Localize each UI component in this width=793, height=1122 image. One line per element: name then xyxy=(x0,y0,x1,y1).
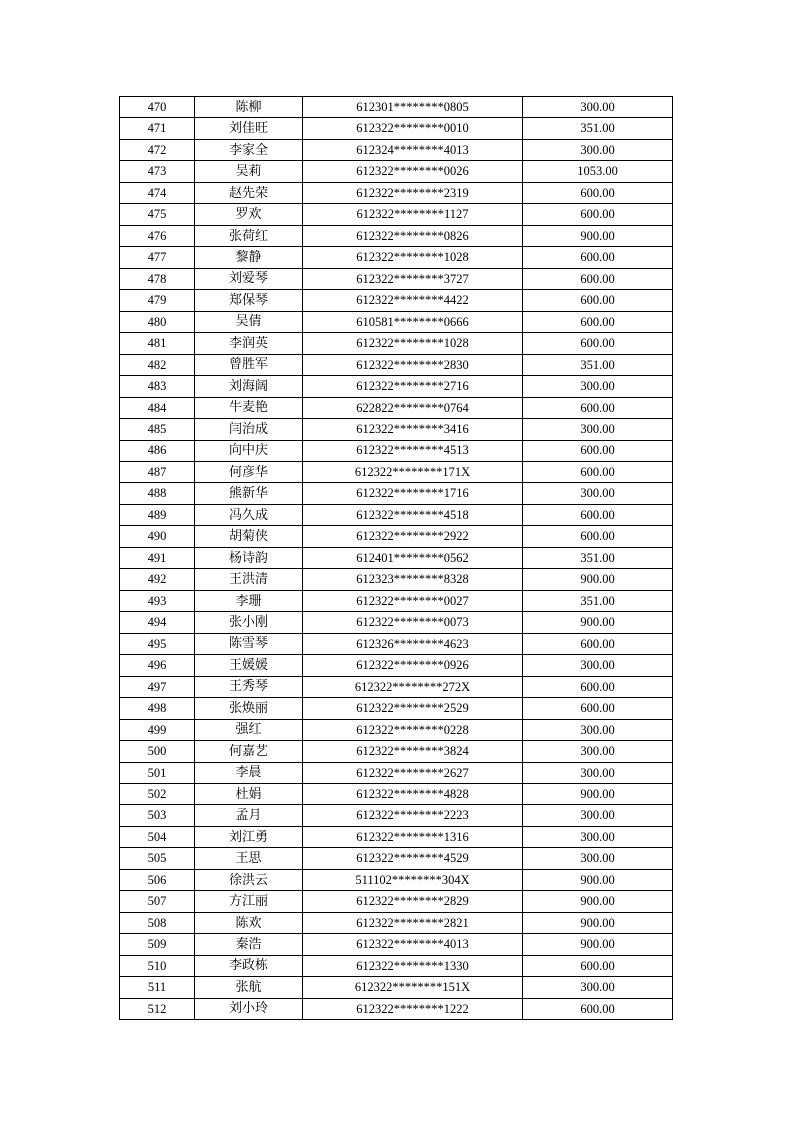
name-cell: 李珊 xyxy=(195,590,303,611)
row-number-cell: 470 xyxy=(120,97,195,118)
row-number-cell: 480 xyxy=(120,311,195,332)
row-number-cell: 486 xyxy=(120,440,195,461)
row-number-cell: 494 xyxy=(120,612,195,633)
amount-cell: 900.00 xyxy=(523,869,673,890)
row-number-cell: 496 xyxy=(120,655,195,676)
row-number-cell: 473 xyxy=(120,161,195,182)
id-number-cell: 612301********0805 xyxy=(303,97,523,118)
table-row xyxy=(120,741,673,762)
id-number-cell: 612322********151X xyxy=(303,977,523,998)
id-number-cell: 610581********0666 xyxy=(303,311,523,332)
name-cell: 陈柳 xyxy=(195,97,303,118)
id-number-cell: 612322********1222 xyxy=(303,998,523,1019)
row-number-cell: 493 xyxy=(120,590,195,611)
name-cell: 王秀琴 xyxy=(195,676,303,697)
id-number-cell: 612324********4013 xyxy=(303,139,523,160)
name-cell: 刘海阔 xyxy=(195,376,303,397)
table-row xyxy=(120,354,673,375)
amount-cell: 900.00 xyxy=(523,891,673,912)
name-cell: 杜娟 xyxy=(195,784,303,805)
table-row xyxy=(120,934,673,955)
id-number-cell: 612322********4529 xyxy=(303,848,523,869)
id-number-cell: 612322********2716 xyxy=(303,376,523,397)
name-cell: 刘江勇 xyxy=(195,826,303,847)
row-number-cell: 471 xyxy=(120,118,195,139)
row-number-cell: 503 xyxy=(120,805,195,826)
table-row xyxy=(120,139,673,160)
name-cell: 冯久成 xyxy=(195,504,303,525)
amount-cell: 300.00 xyxy=(523,848,673,869)
name-cell: 黎静 xyxy=(195,247,303,268)
name-cell: 闫治成 xyxy=(195,419,303,440)
table-row xyxy=(120,247,673,268)
row-number-cell: 504 xyxy=(120,826,195,847)
row-number-cell: 506 xyxy=(120,869,195,890)
amount-cell: 300.00 xyxy=(523,762,673,783)
name-cell: 张小刚 xyxy=(195,612,303,633)
id-number-cell: 511102********304X xyxy=(303,869,523,890)
name-cell: 刘爱琴 xyxy=(195,268,303,289)
amount-cell: 600.00 xyxy=(523,955,673,976)
amount-cell: 600.00 xyxy=(523,698,673,719)
name-cell: 吴莉 xyxy=(195,161,303,182)
amount-cell: 900.00 xyxy=(523,934,673,955)
amount-cell: 900.00 xyxy=(523,612,673,633)
row-number-cell: 501 xyxy=(120,762,195,783)
table-row xyxy=(120,719,673,740)
name-cell: 陈雪琴 xyxy=(195,633,303,654)
id-number-cell: 612322********1316 xyxy=(303,826,523,847)
id-number-cell: 612322********3416 xyxy=(303,419,523,440)
amount-cell: 600.00 xyxy=(523,633,673,654)
name-cell: 何彦华 xyxy=(195,461,303,482)
name-cell: 陈欢 xyxy=(195,912,303,933)
id-number-cell: 612322********2830 xyxy=(303,354,523,375)
row-number-cell: 489 xyxy=(120,504,195,525)
id-number-cell: 612322********3727 xyxy=(303,268,523,289)
amount-cell: 300.00 xyxy=(523,805,673,826)
row-number-cell: 500 xyxy=(120,741,195,762)
table-row xyxy=(120,612,673,633)
table-row xyxy=(120,805,673,826)
name-cell: 李晨 xyxy=(195,762,303,783)
amount-cell: 600.00 xyxy=(523,440,673,461)
name-cell: 徐洪云 xyxy=(195,869,303,890)
row-number-cell: 510 xyxy=(120,955,195,976)
table-row xyxy=(120,504,673,525)
name-cell: 李政栋 xyxy=(195,955,303,976)
id-number-cell: 612322********0027 xyxy=(303,590,523,611)
amount-cell: 351.00 xyxy=(523,590,673,611)
id-number-cell: 612322********0228 xyxy=(303,719,523,740)
table-row xyxy=(120,590,673,611)
amount-cell: 300.00 xyxy=(523,376,673,397)
row-number-cell: 484 xyxy=(120,397,195,418)
table-row xyxy=(120,655,673,676)
amount-cell: 600.00 xyxy=(523,333,673,354)
amount-cell: 300.00 xyxy=(523,483,673,504)
name-cell: 方江丽 xyxy=(195,891,303,912)
table-row xyxy=(120,333,673,354)
name-cell: 牛麦艳 xyxy=(195,397,303,418)
name-cell: 向中庆 xyxy=(195,440,303,461)
id-number-cell: 612322********4513 xyxy=(303,440,523,461)
name-cell: 李润英 xyxy=(195,333,303,354)
table-row xyxy=(120,762,673,783)
name-cell: 李家全 xyxy=(195,139,303,160)
amount-cell: 351.00 xyxy=(523,547,673,568)
table-row xyxy=(120,182,673,203)
name-cell: 罗欢 xyxy=(195,204,303,225)
amount-cell: 300.00 xyxy=(523,655,673,676)
amount-cell: 600.00 xyxy=(523,397,673,418)
name-cell: 熊新华 xyxy=(195,483,303,504)
row-number-cell: 512 xyxy=(120,998,195,1019)
row-number-cell: 482 xyxy=(120,354,195,375)
table-row xyxy=(120,547,673,568)
row-number-cell: 488 xyxy=(120,483,195,504)
amount-cell: 300.00 xyxy=(523,977,673,998)
name-cell: 曾胜军 xyxy=(195,354,303,375)
row-number-cell: 491 xyxy=(120,547,195,568)
table-row xyxy=(120,440,673,461)
id-number-cell: 612401********0562 xyxy=(303,547,523,568)
amount-cell: 600.00 xyxy=(523,204,673,225)
row-number-cell: 481 xyxy=(120,333,195,354)
amount-cell: 1053.00 xyxy=(523,161,673,182)
name-cell: 王洪清 xyxy=(195,569,303,590)
id-number-cell: 612322********0073 xyxy=(303,612,523,633)
subsidy-list-table xyxy=(119,96,673,1020)
table-row xyxy=(120,633,673,654)
table-body xyxy=(120,97,673,1020)
name-cell: 张焕丽 xyxy=(195,698,303,719)
row-number-cell: 485 xyxy=(120,419,195,440)
amount-cell: 300.00 xyxy=(523,719,673,740)
row-number-cell: 479 xyxy=(120,290,195,311)
amount-cell: 600.00 xyxy=(523,526,673,547)
row-number-cell: 505 xyxy=(120,848,195,869)
table-row xyxy=(120,826,673,847)
table-row xyxy=(120,698,673,719)
name-cell: 胡菊侠 xyxy=(195,526,303,547)
id-number-cell: 622822********0764 xyxy=(303,397,523,418)
row-number-cell: 477 xyxy=(120,247,195,268)
amount-cell: 600.00 xyxy=(523,504,673,525)
amount-cell: 600.00 xyxy=(523,998,673,1019)
row-number-cell: 509 xyxy=(120,934,195,955)
row-number-cell: 478 xyxy=(120,268,195,289)
name-cell: 何嘉艺 xyxy=(195,741,303,762)
row-number-cell: 490 xyxy=(120,526,195,547)
table-row xyxy=(120,397,673,418)
row-number-cell: 475 xyxy=(120,204,195,225)
name-cell: 强红 xyxy=(195,719,303,740)
id-number-cell: 612322********1028 xyxy=(303,247,523,268)
amount-cell: 600.00 xyxy=(523,247,673,268)
id-number-cell: 612322********3824 xyxy=(303,741,523,762)
id-number-cell: 612322********4518 xyxy=(303,504,523,525)
amount-cell: 600.00 xyxy=(523,182,673,203)
row-number-cell: 499 xyxy=(120,719,195,740)
row-number-cell: 511 xyxy=(120,977,195,998)
name-cell: 张荷红 xyxy=(195,225,303,246)
table-row xyxy=(120,784,673,805)
table-row xyxy=(120,569,673,590)
table-row xyxy=(120,676,673,697)
row-number-cell: 507 xyxy=(120,891,195,912)
table-row xyxy=(120,891,673,912)
amount-cell: 300.00 xyxy=(523,139,673,160)
id-number-cell: 612322********2627 xyxy=(303,762,523,783)
name-cell: 赵先荣 xyxy=(195,182,303,203)
table-row xyxy=(120,161,673,182)
row-number-cell: 497 xyxy=(120,676,195,697)
table-row xyxy=(120,97,673,118)
table-row xyxy=(120,268,673,289)
table-row xyxy=(120,225,673,246)
table-row xyxy=(120,419,673,440)
amount-cell: 351.00 xyxy=(523,354,673,375)
amount-cell: 351.00 xyxy=(523,118,673,139)
name-cell: 张航 xyxy=(195,977,303,998)
row-number-cell: 474 xyxy=(120,182,195,203)
table-row xyxy=(120,311,673,332)
id-number-cell: 612323********8328 xyxy=(303,569,523,590)
amount-cell: 900.00 xyxy=(523,225,673,246)
table-row xyxy=(120,204,673,225)
id-number-cell: 612322********4828 xyxy=(303,784,523,805)
id-number-cell: 612322********0926 xyxy=(303,655,523,676)
table-row xyxy=(120,526,673,547)
row-number-cell: 502 xyxy=(120,784,195,805)
row-number-cell: 508 xyxy=(120,912,195,933)
table-row xyxy=(120,848,673,869)
row-number-cell: 483 xyxy=(120,376,195,397)
name-cell: 秦浩 xyxy=(195,934,303,955)
amount-cell: 600.00 xyxy=(523,290,673,311)
amount-cell: 300.00 xyxy=(523,741,673,762)
amount-cell: 600.00 xyxy=(523,676,673,697)
id-number-cell: 612322********0826 xyxy=(303,225,523,246)
table-row xyxy=(120,912,673,933)
amount-cell: 300.00 xyxy=(523,419,673,440)
id-number-cell: 612322********0010 xyxy=(303,118,523,139)
row-number-cell: 476 xyxy=(120,225,195,246)
id-number-cell: 612322********272X xyxy=(303,676,523,697)
id-number-cell: 612322********4422 xyxy=(303,290,523,311)
row-number-cell: 495 xyxy=(120,633,195,654)
table-row xyxy=(120,118,673,139)
amount-cell: 900.00 xyxy=(523,569,673,590)
name-cell: 吴倩 xyxy=(195,311,303,332)
id-number-cell: 612322********1127 xyxy=(303,204,523,225)
id-number-cell: 612322********2223 xyxy=(303,805,523,826)
table-row xyxy=(120,376,673,397)
row-number-cell: 472 xyxy=(120,139,195,160)
amount-cell: 600.00 xyxy=(523,268,673,289)
name-cell: 王媛媛 xyxy=(195,655,303,676)
row-number-cell: 487 xyxy=(120,461,195,482)
amount-cell: 300.00 xyxy=(523,97,673,118)
name-cell: 孟月 xyxy=(195,805,303,826)
table-row xyxy=(120,290,673,311)
id-number-cell: 612322********1716 xyxy=(303,483,523,504)
amount-cell: 900.00 xyxy=(523,912,673,933)
id-number-cell: 612322********4013 xyxy=(303,934,523,955)
id-number-cell: 612326********4623 xyxy=(303,633,523,654)
table-row xyxy=(120,483,673,504)
id-number-cell: 612322********1028 xyxy=(303,333,523,354)
amount-cell: 900.00 xyxy=(523,784,673,805)
table-row xyxy=(120,955,673,976)
table-row xyxy=(120,998,673,1019)
table-row xyxy=(120,461,673,482)
amount-cell: 600.00 xyxy=(523,461,673,482)
name-cell: 王思 xyxy=(195,848,303,869)
id-number-cell: 612322********1330 xyxy=(303,955,523,976)
name-cell: 刘小玲 xyxy=(195,998,303,1019)
row-number-cell: 492 xyxy=(120,569,195,590)
table-row xyxy=(120,869,673,890)
row-number-cell: 498 xyxy=(120,698,195,719)
amount-cell: 300.00 xyxy=(523,826,673,847)
id-number-cell: 612322********171X xyxy=(303,461,523,482)
name-cell: 郑保琴 xyxy=(195,290,303,311)
id-number-cell: 612322********2922 xyxy=(303,526,523,547)
id-number-cell: 612322********2821 xyxy=(303,912,523,933)
id-number-cell: 612322********2529 xyxy=(303,698,523,719)
id-number-cell: 612322********2829 xyxy=(303,891,523,912)
name-cell: 刘佳旺 xyxy=(195,118,303,139)
id-number-cell: 612322********0026 xyxy=(303,161,523,182)
amount-cell: 600.00 xyxy=(523,311,673,332)
name-cell: 杨诗韵 xyxy=(195,547,303,568)
id-number-cell: 612322********2319 xyxy=(303,182,523,203)
table-row xyxy=(120,977,673,998)
